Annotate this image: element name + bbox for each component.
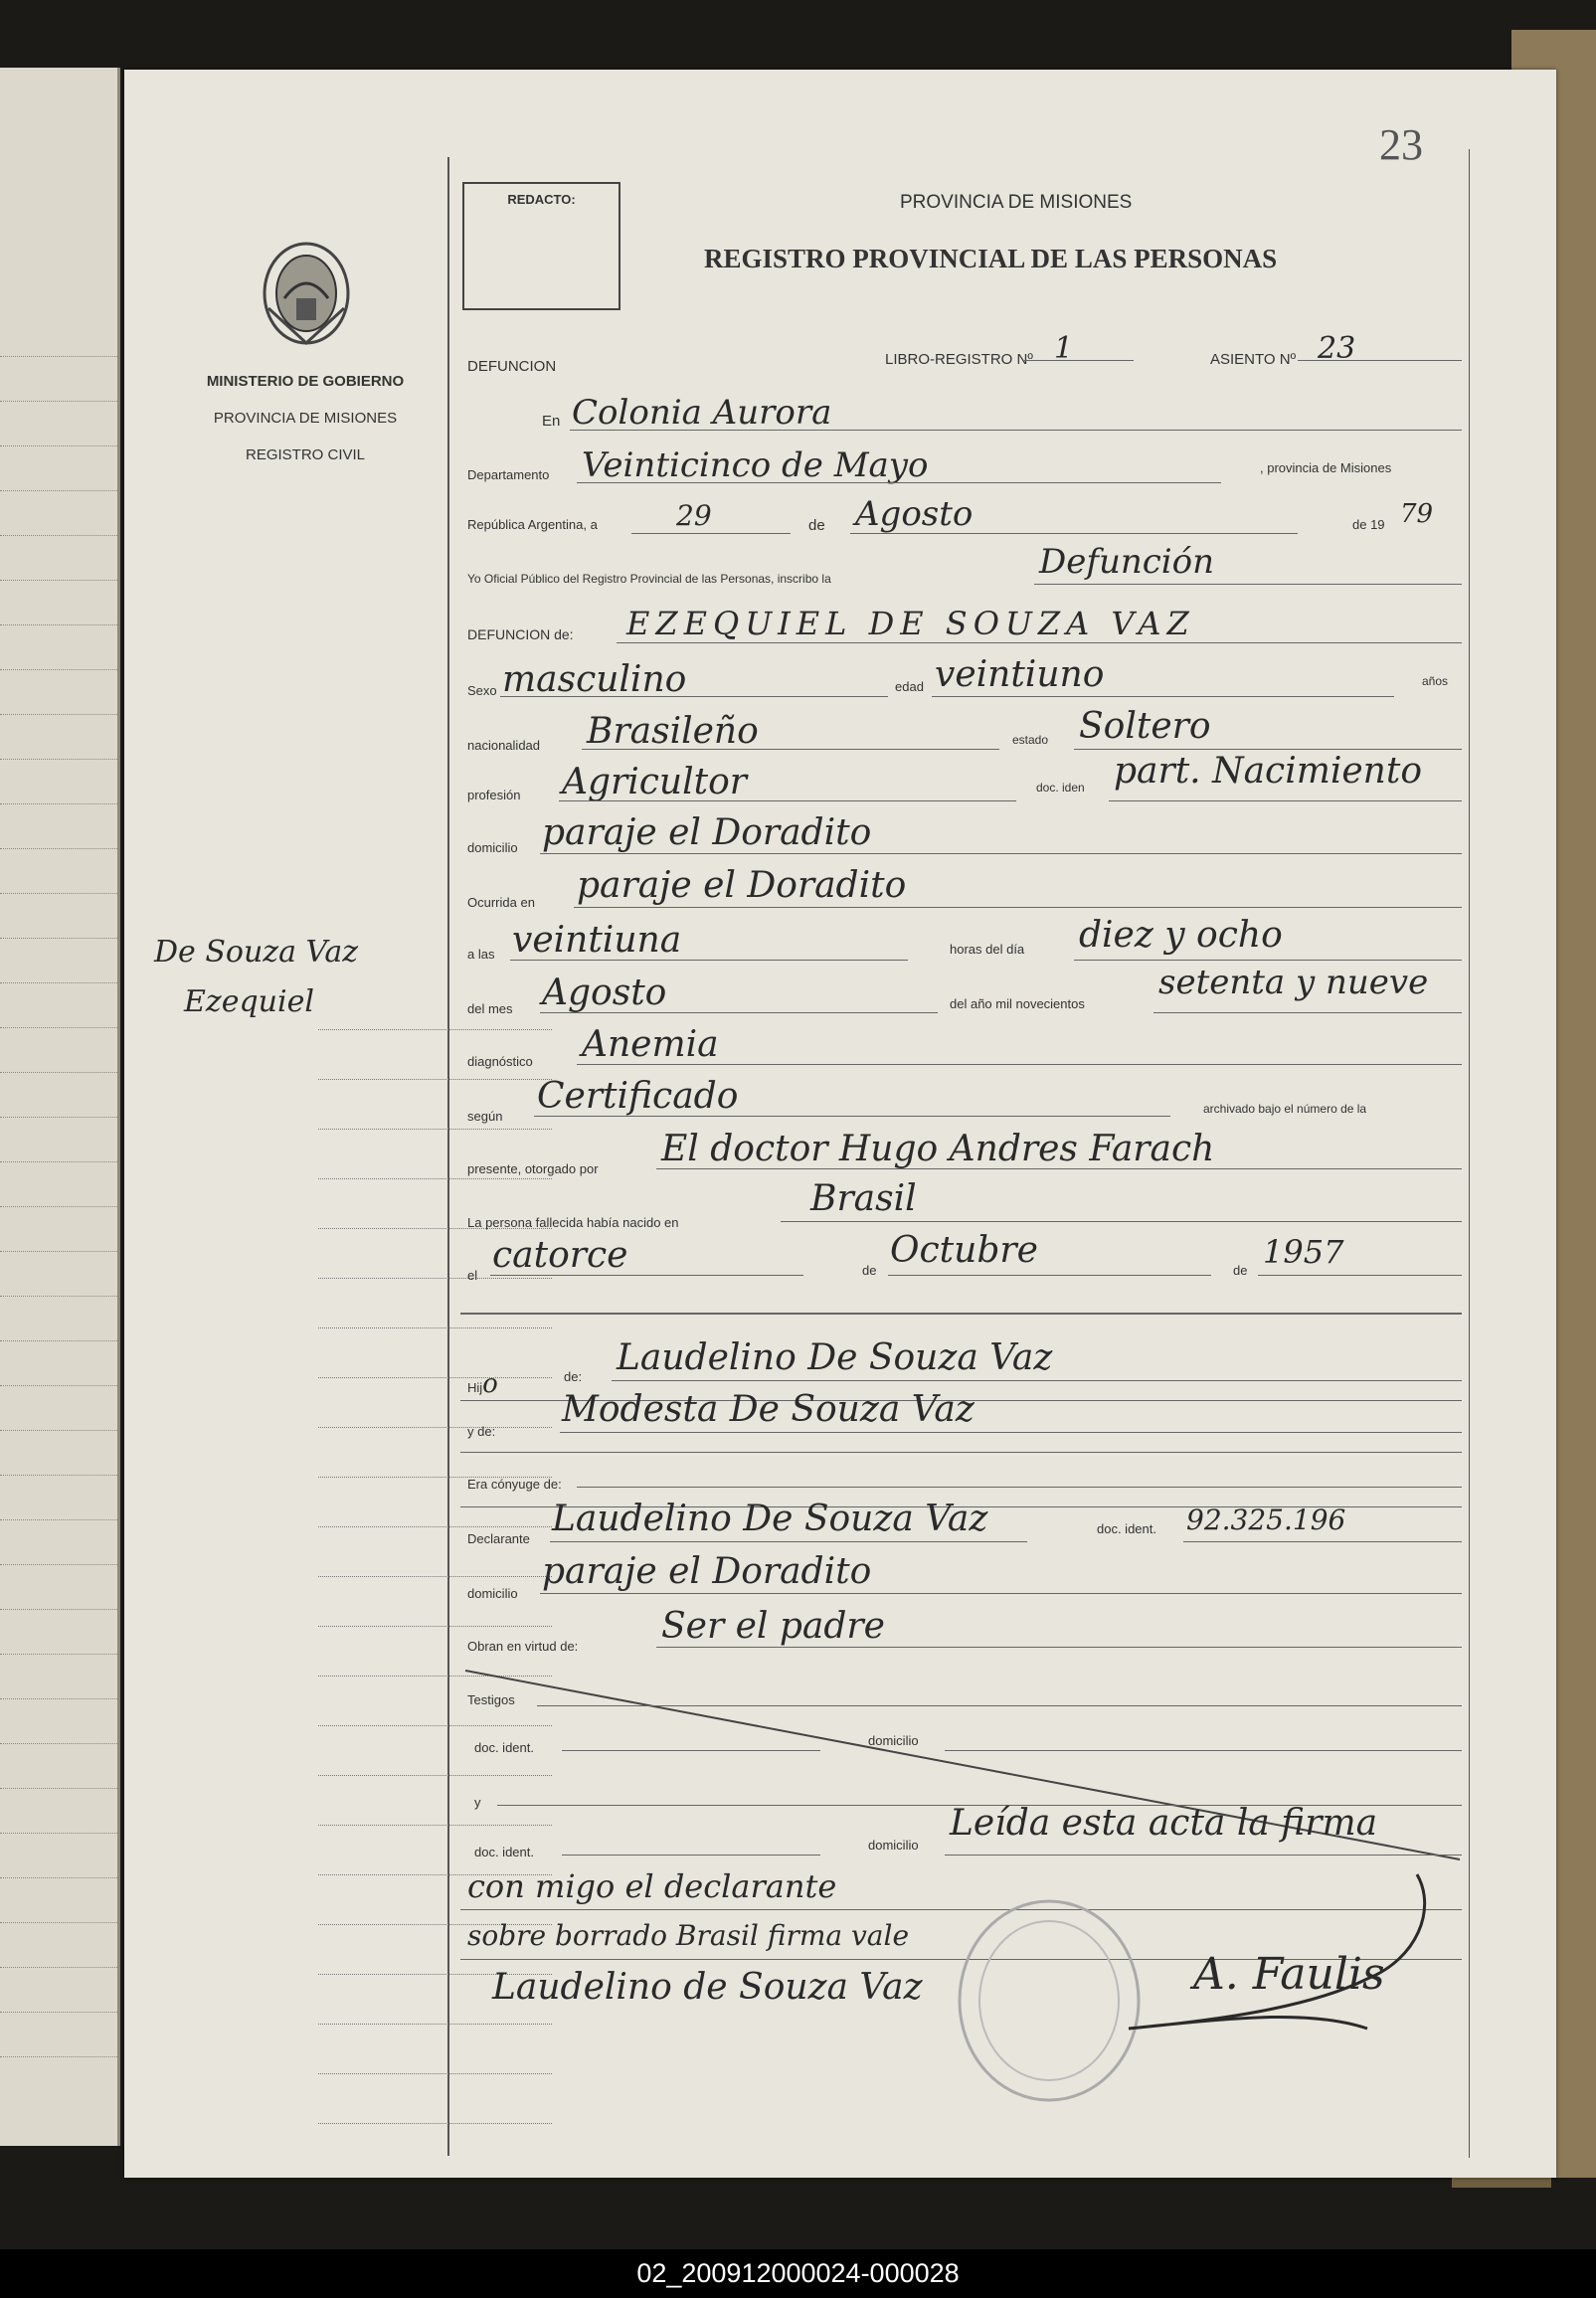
anios-label: años [1422,674,1449,688]
hijo-suffix: o [482,1369,498,1399]
defuncion-de-label: DEFUNCION de: [467,626,574,642]
republica-label: República Argentina, a [467,517,598,532]
margin-note-name: Ezequiel [184,984,314,1019]
estado-label: estado [1012,733,1049,747]
asiento-label: ASIENTO Nº [1210,351,1297,368]
del-mes-value: Agosto [542,972,667,1013]
asiento-value: 23 [1318,331,1356,366]
nac-mes-value: Octubre [890,1230,1038,1271]
mes-value: Agosto [855,494,974,534]
el-value: catorce [492,1235,628,1276]
image-id-caption: 02_200912000024-000028 [0,2249,1596,2298]
edad-label: edad [895,679,924,694]
libro-value: 1 [1054,331,1074,366]
presente-value: El doctor Hugo Andres Farach [661,1129,1215,1169]
domicilio-label: domicilio [467,840,518,855]
edad-value: veintiuno [935,654,1105,695]
t-doc-ident-label: doc. ident. [474,1740,534,1755]
nac-de-anio-label: de [1233,1263,1248,1278]
doc-iden-label: doc. iden [1036,781,1085,795]
nacionalidad-value: Brasileño [587,711,759,752]
right-margin-rule [1469,149,1470,2158]
nacido-label: La persona fallecida había nacido en [467,1215,679,1230]
estado-value: Soltero [1079,706,1211,747]
libro-label: LIBRO-REGISTRO Nº [885,351,1033,368]
hijo-de-value: Laudelino De Souza Vaz [617,1337,1053,1378]
del-anio-label: del año mil novecientos [950,996,1085,1011]
ministry-line3: REGISTRO CIVIL [245,446,366,463]
segun-label: según [467,1109,503,1124]
el-label: el [467,1268,478,1283]
horas-label: horas del día [950,942,1025,957]
declarant-signature: Laudelino de Souza Vaz [492,1967,923,2008]
a-las-value: veintiuna [512,920,682,961]
de-label: de [808,517,825,534]
declarante-label: Declarante [467,1531,530,1546]
t-domicilio-label: domicilio [868,1733,919,1748]
domicilio-value: paraje el Doradito [542,812,872,853]
registry-heading: REGISTRO PROVINCIAL DE LAS PERSONAS [704,244,1278,273]
note-line2: sobre borrado Brasil firma vale [467,1919,910,1952]
nac-anio-value: 1957 [1263,1233,1344,1271]
redacto-box [462,182,621,310]
ministry-line2: PROVINCIA DE MISIONES [213,410,398,427]
oficial-label: Yo Oficial Público del Registro Provincial de las Personas, inscribo la [467,572,831,586]
anio-value: 79 [1400,499,1434,529]
obran-value: Ser el padre [661,1606,885,1647]
dia-value: 29 [676,499,712,532]
nacido-value: Brasil [810,1178,917,1219]
declarante-value: Laudelino De Souza Vaz [552,1499,988,1539]
en-value: Colonia Aurora [572,393,832,433]
provincia-label: , provincia de Misiones [1260,460,1392,475]
en-label: En [542,413,561,430]
departamento-label: Departamento [467,467,550,482]
register-page [124,70,1556,2178]
hijo-label: Hijo [467,1369,498,1399]
y-label: y [474,1795,481,1810]
domicilio2-value: paraje el Doradito [542,1551,872,1592]
oficial-value: Defunción [1039,542,1215,582]
y-de-value: Modesta De Souza Vaz [562,1389,975,1430]
horas-value: diez y ocho [1079,915,1283,956]
del-anio-value: setenta y nueve [1158,963,1429,1002]
testigos-label: Testigos [467,1692,515,1707]
profesion-value: Agricultor [562,762,747,802]
del-mes-label: del mes [467,1001,513,1016]
nac-de-label: de [862,1263,877,1278]
archivado-label: archivado bajo el número de la [1203,1102,1367,1116]
y-de-label: y de: [467,1424,496,1439]
doc-ident-label: doc. ident. [1097,1521,1156,1536]
departamento-value: Veinticinco de Mayo [582,445,929,485]
redacto-label: REDACTO: [507,192,576,207]
diagnostico-label: diagnóstico [467,1054,533,1069]
sexo-value: masculino [502,659,687,700]
domicilio2-label: domicilio [467,1586,518,1601]
diagnostico-value: Anemia [582,1024,719,1065]
note-line1: con migo el declarante [467,1867,837,1905]
nacionalidad-label: nacionalidad [467,738,541,753]
left-page [0,68,120,2146]
province-heading: PROVINCIA DE MISIONES [900,192,1133,213]
margin-note-surname: De Souza Vaz [154,935,359,970]
coat-of-arms-icon [259,239,354,348]
ocurrida-value: paraje el Doradito [577,865,907,906]
doc-iden-value: part. Nacimiento [1114,751,1422,792]
segun-value: Certificado [537,1076,739,1117]
obran-label: Obran en virtud de: [467,1639,579,1654]
profesion-label: profesión [467,788,521,802]
conyuge-label: Era cónyuge de: [467,1477,562,1492]
defuncion-de-value: EZEQUIEL DE SOUZA VAZ [626,605,1195,642]
t2-doc-ident-label: doc. ident. [474,1845,534,1859]
left-margin-rule [447,157,449,2156]
presente-label: presente, otorgado por [467,1161,599,1176]
doc-ident-value: 92.325.196 [1186,1503,1346,1536]
official-signature: A. Faulis [1193,1949,1385,2000]
ocurrida-label: Ocurrida en [467,895,535,910]
t2-domicilio-label: domicilio [868,1838,919,1853]
signature-flourish [1119,1869,1457,2078]
page-number: 23 [1379,120,1423,169]
de-anio-label: de 19 [1352,517,1385,532]
sexo-label: Sexo [467,683,497,698]
hijo-de-label: de: [564,1369,583,1384]
defuncion-title: DEFUNCION [467,358,557,375]
ministry-line1: MINISTERIO DE GOBIERNO [206,373,405,390]
t2-domicilio-value: Leída esta acta la firma [950,1803,1378,1844]
a-las-label: a las [467,947,495,962]
